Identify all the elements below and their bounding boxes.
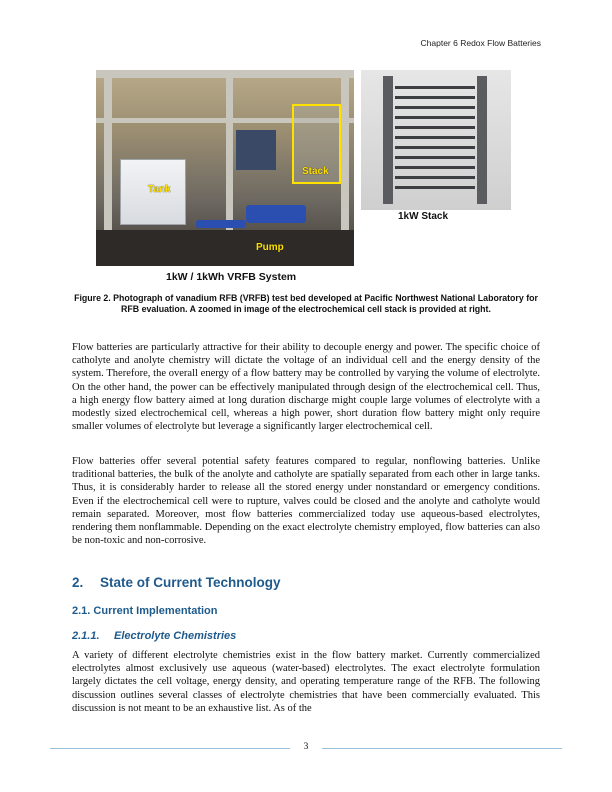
pipe [196,220,246,228]
footer-rule-left [50,748,290,749]
cell-plate [395,106,475,109]
stack-zoom-photo [361,70,511,210]
figure-caption: Figure 2. Photograph of vanadium RFB (VRFB) test bed developed at Pacific Northwest National Laboratory for RFB evaluation. A zoomed in image of the electrochemical cell stack is provided at right. [74,293,538,314]
cell-plate [395,136,475,139]
frame-rail [96,70,354,78]
cell-plate [395,166,475,169]
pump-label: Pump [256,242,284,253]
end-plate [477,76,487,204]
monitor [236,130,276,170]
cell-plate [395,126,475,129]
cell-plate [395,86,475,89]
page-number: 3 [303,742,309,752]
paragraph: A variety of different electrolyte chemistries exist in the flow battery market. Currently commercialized electrolytes almost exclusively use aqueous (water-based) electrolytes. The exact electrolyte formulation largely dictates the cell voltage, energy density, and operating temperature range of the RFB. The following discussion outlines several classes of electrolyte chemistries that have been commercially evaluated. This discussion is not meant to be an exhaustive list. As of the [72,650,540,714]
pump-graphic [246,205,306,223]
cell-plate [395,176,475,179]
subsubsection-number: 2.1.1. [72,630,100,642]
stack-label: Stack [302,166,329,177]
stack-zoom-label: 1kW Stack [398,211,449,222]
paragraph: Flow batteries offer several potential safety features compared to regular, nonflowing batteries. Unlike traditional batteries, the bulk of the anolyte and catholyte are spatially separated from each other in large tanks. Thus, it is considerably harder to release all the stored energy under nonstandard or emergency conditions. Even if the electrochemical cell were to rupture, valves could be closed and the anolyte and catholyte would remain separated. Moreover, most flow batteries commercialized today use aqueous-based electrolytes, rendering them nonflammable. Depending on the exact electrolyte chemistry employed, flow batteries can also be non-toxic and non-corrosive. [72,456,540,547]
section-heading [72,575,281,590]
running-head: Chapter 6 Redox Flow Batteries [420,38,541,48]
section-number: 2. [72,575,84,590]
cell-plate [395,156,475,159]
cell-plate [395,186,475,189]
end-plate [383,76,393,204]
subsection-heading: 2.1. Current Implementation [72,605,218,617]
footer-rule-right [322,748,562,749]
test-bed-photo [96,70,354,266]
subsubsection-heading [72,630,236,642]
figure-photo [96,70,511,283]
tank-label: Tank [148,184,171,195]
floor-shadow [96,230,354,266]
section-title: State of Current Technology [100,575,281,590]
cell-plate [395,116,475,119]
system-title: 1kW / 1kWh VRFB System [166,271,297,283]
subsubsection-title: Electrolyte Chemistries [114,630,237,642]
cell-plate [395,96,475,99]
cell-plate [395,146,475,149]
paragraph: Flow batteries are particularly attractive for their ability to decouple energy and power. The specific choice of catholyte and anolyte chemistry will dictate the voltage of an individual cell and the energy density of the system. Therefore, the overall energy of a flow battery may be controlled by varying the volume of electrolyte. On the other hand, the power can be effectively manipulated through design of the electrochemical cell. Thus, a high energy flow battery aimed at long duration discharge might couple large volumes of electrolyte with a modestly sized electrochemical cell, whereas a high power, short duration flow battery might only require smaller volumes of electrolyte but leverage a significantly larger electrochemical cell. [72,342,540,433]
